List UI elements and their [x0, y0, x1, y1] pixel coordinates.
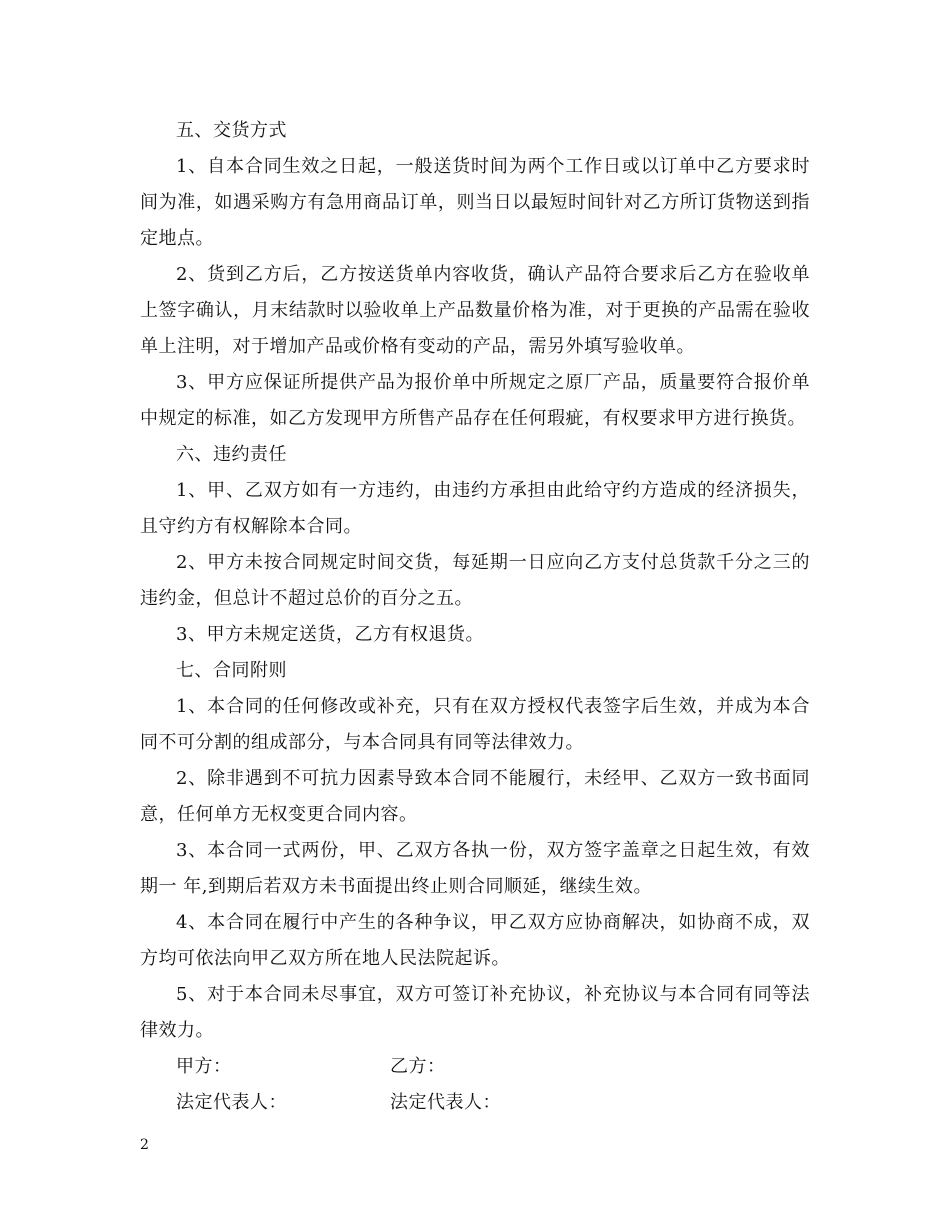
clause-paragraph: 1、自本合同生效之日起，一般送货时间为两个工作日或以订单中乙方要求时间为准，如遇采购方有急用商品订单，则当日以最短时间针对乙方所订货物送到指定地点。 — [140, 156, 810, 249]
clause-paragraph: 3、甲方未规定送货，乙方有权退货。 — [176, 624, 484, 645]
section-heading-supplementary: 七、合同附则 — [176, 660, 287, 681]
document-body — [140, 113, 810, 1121]
party-b-label: 乙方： — [390, 1056, 446, 1077]
clause-paragraph: 1、本合同的任何修改或补充，只有在双方授权代表签字后生效，并成为本合同不可分割的组成部分，与本合同具有同等法律效力。 — [140, 696, 810, 753]
clause-paragraph: 3、本合同一式两份，甲、乙双方各执一份，双方签字盖章之日起生效，有效期一 年,到期后若双方未书面提出终止则合同顺延，继续生效。 — [140, 840, 810, 897]
section-heading-delivery: 五、交货方式 — [176, 120, 287, 141]
page-number: 2 — [140, 1137, 149, 1153]
clause-paragraph: 4、本合同在履行中产生的各种争议，甲乙双方应协商解决，如协商不成，双方均可依法向甲乙双方所在地人民法院起诉。 — [140, 912, 810, 969]
signature-party-row — [140, 1049, 810, 1085]
signature-representative-row — [140, 1085, 810, 1121]
clause-paragraph: 2、除非遇到不可抗力因素导致本合同不能履行，未经甲、乙双方一致书面同意，任何单方无权变更合同内容。 — [140, 768, 810, 825]
clause-paragraph: 5、对于本合同未尽事宜，双方可签订补充协议，补充协议与本合同有同等法律效力。 — [140, 984, 810, 1041]
party-b-representative-label: 法定代表人： — [390, 1092, 501, 1113]
clause-paragraph: 2、货到乙方后，乙方按送货单内容收货，确认产品符合要求后乙方在验收单上签字确认，月末结款时以验收单上产品数量价格为准，对于更换的产品需在验收单上注明，对于增加产品或价格有变动的产品，需另外填写验收单。 — [140, 264, 810, 357]
party-a-representative-label: 法定代表人： — [176, 1092, 287, 1113]
clause-paragraph: 2、甲方未按合同规定时间交货，每延期一日应向乙方支付总货款千分之三的违约金，但总计不超过总价的百分之五。 — [140, 552, 810, 609]
section-heading-liability: 六、违约责任 — [176, 444, 287, 465]
party-a-label: 甲方： — [176, 1056, 232, 1077]
clause-paragraph: 3、甲方应保证所提供产品为报价单中所规定之原厂产品，质量要符合报价单中规定的标准，如乙方发现甲方所售产品存在任何瑕疵，有权要求甲方进行换货。 — [140, 372, 810, 429]
clause-paragraph: 1、甲、乙双方如有一方违约，由违约方承担由此给守约方造成的经济损失，且守约方有权解除本合同。 — [140, 480, 810, 537]
